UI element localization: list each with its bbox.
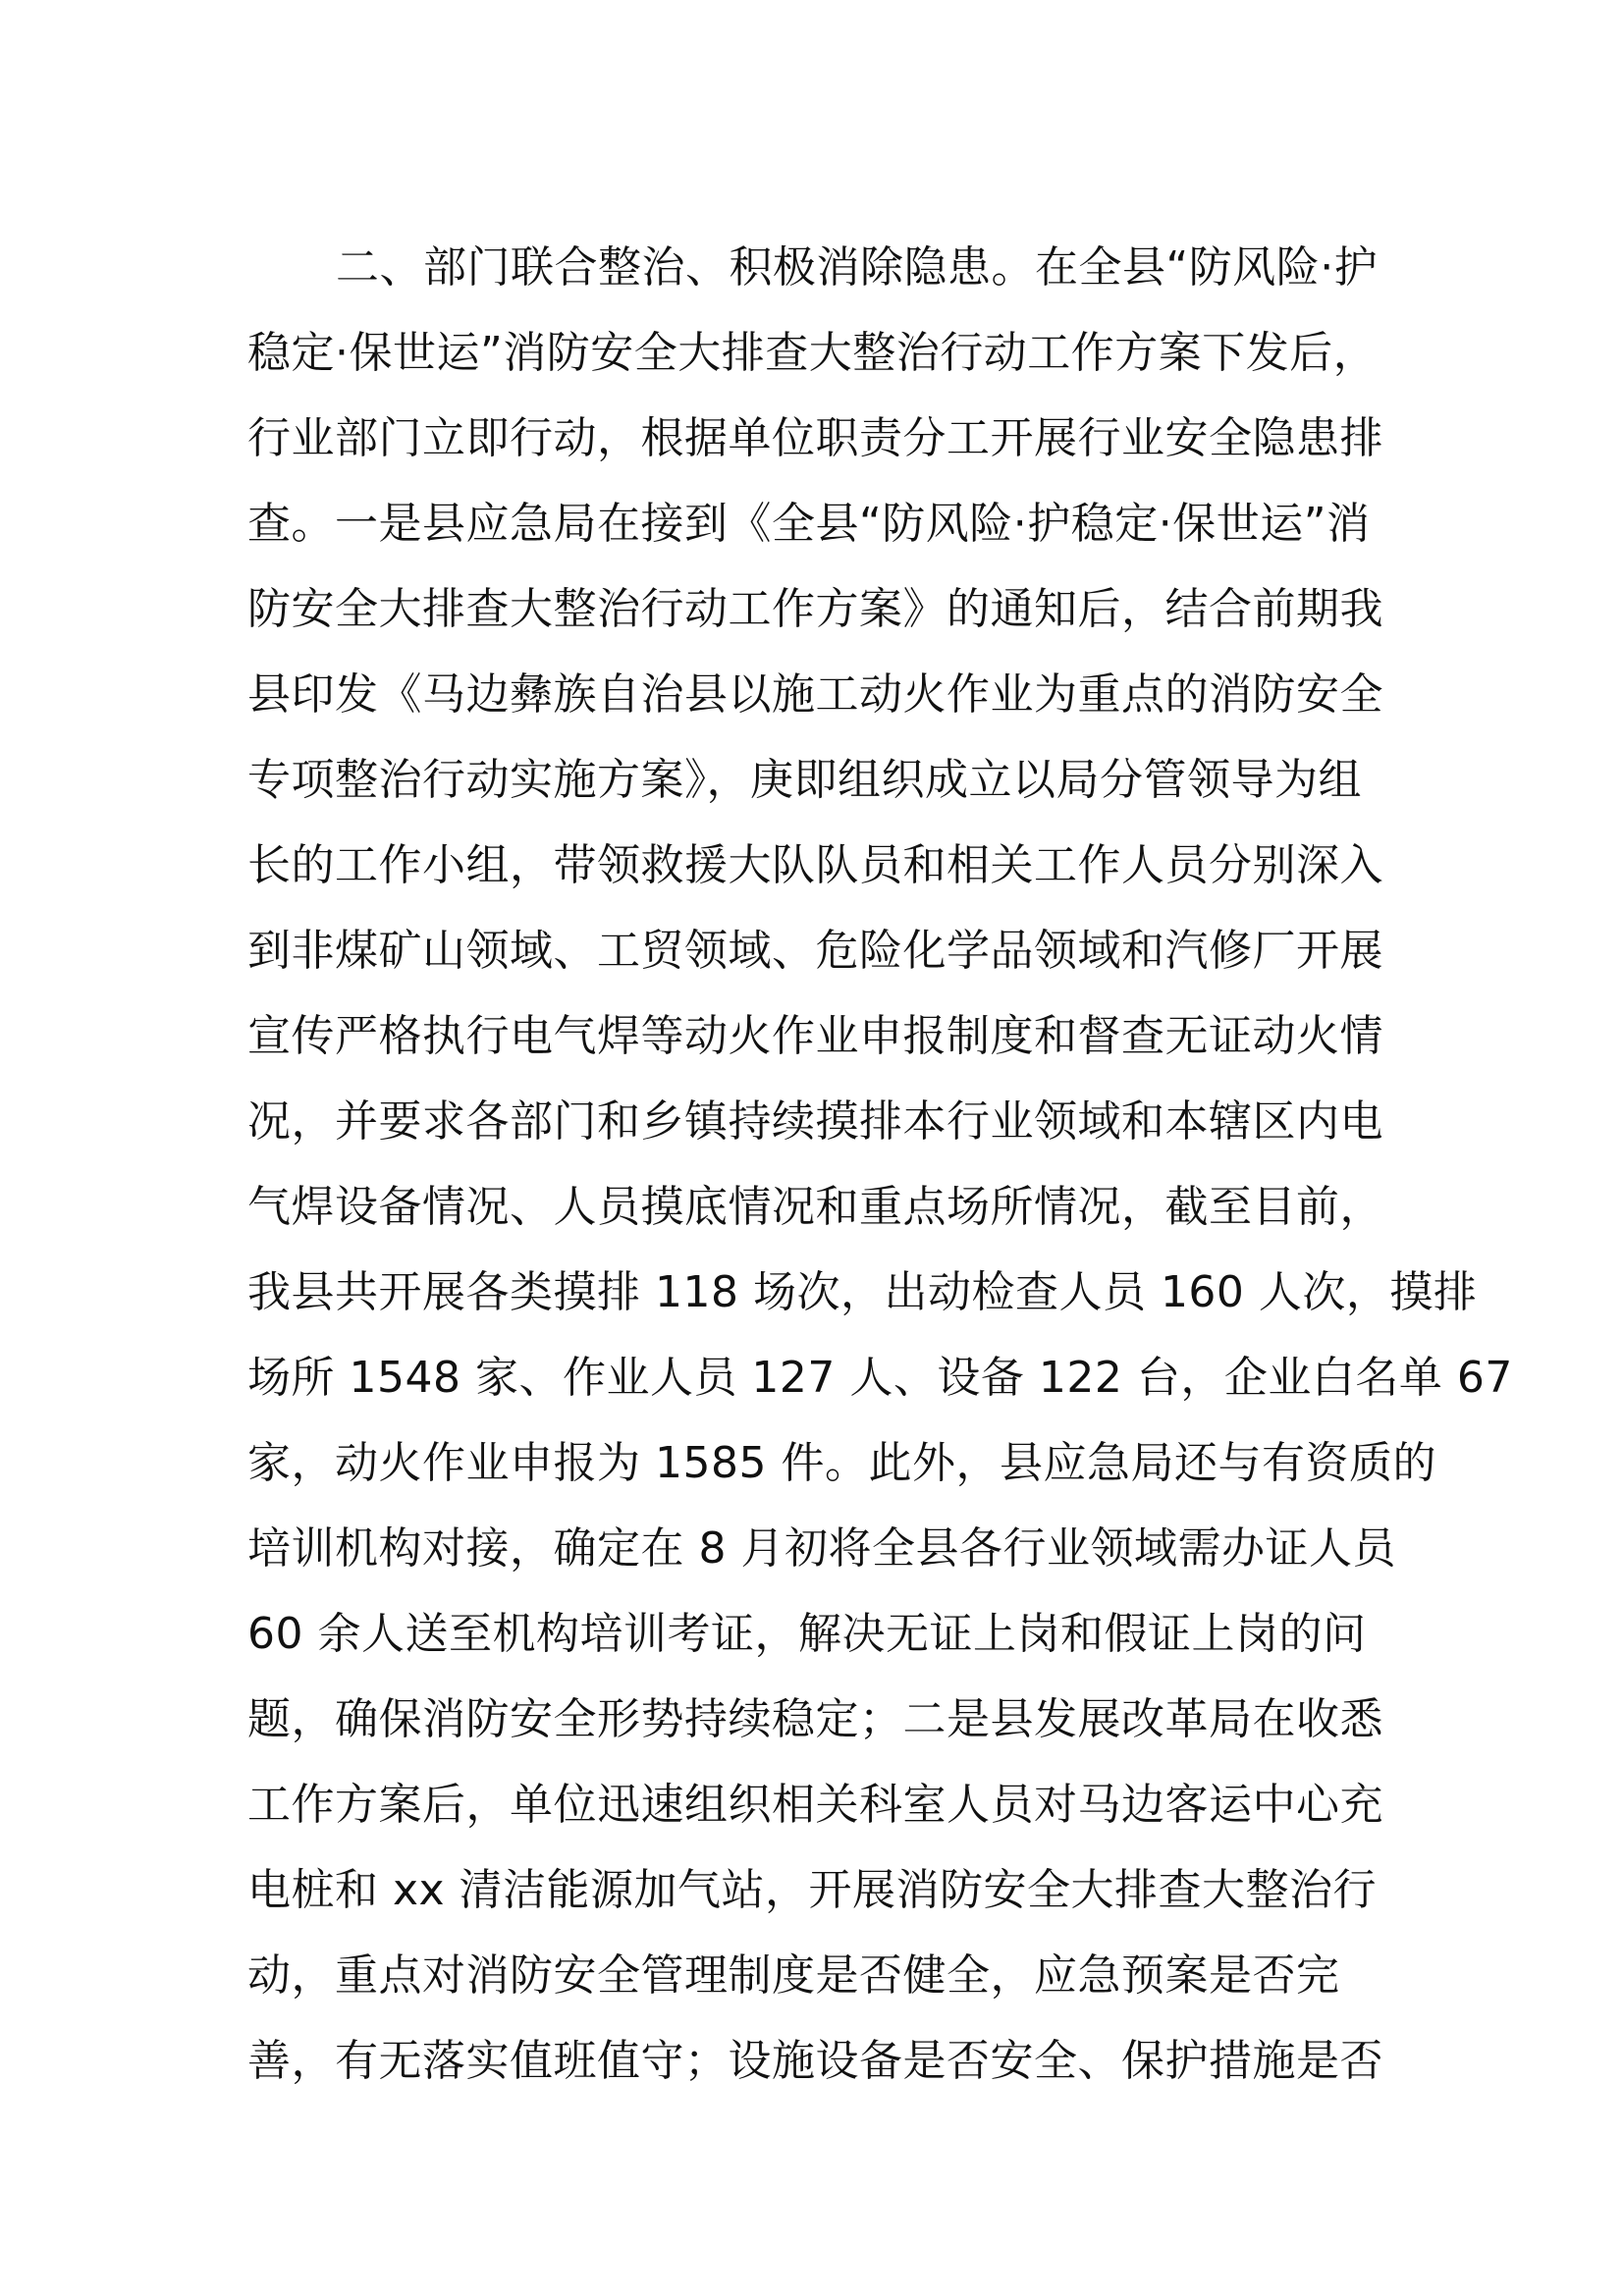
document-page [247, 225, 1513, 2104]
paragraph-line: 场所 1548 家、作业人员 127 人、设备 122 台，企业白名单 67 [247, 1353, 1513, 1403]
paragraph-line: 电桩和 xx 清洁能源加气站，开展消防安全大排查大整治行 [247, 1865, 1378, 1915]
paragraph-line: 动，重点对消防安全管理制度是否健全，应急预案是否完 [247, 1950, 1340, 2001]
paragraph-line: 况，并要求各部门和乡镇持续摸排本行业领域和本辖区内电 [247, 1096, 1383, 1147]
paragraph-line: 二、部门联合整治、积极消除隐患。在全县“防风险·护 [336, 242, 1379, 293]
paragraph-line: 60 余人送至机构培训考证，解决无证上岗和假证上岗的问 [247, 1609, 1367, 1659]
paragraph-line: 专项整治行动实施方案》，庚即组织成立以局分管领导为组 [247, 755, 1362, 805]
paragraph-line: 到非煤矿山领域、工贸领域、危险化学品领域和汽修厂开展 [247, 926, 1383, 976]
paragraph-line: 查。一是县应急局在接到《全县“防风险·护稳定·保世运”消 [247, 499, 1371, 549]
paragraph-line: 我县共开展各类摸排 118 场次，出动检查人员 160 人次，摸排 [247, 1267, 1478, 1317]
paragraph-line: 宣传严格执行电气焊等动火作业申报制度和督查无证动火情 [247, 1011, 1383, 1061]
paragraph-line: 行业部门立即行动，根据单位职责分工开展行业安全隐患排 [247, 413, 1383, 463]
paragraph-line: 县印发《马边彝族自治县以施工动火作业为重点的消防安全 [247, 669, 1383, 720]
paragraph-line: 善，有无落实值班值守；设施设备是否安全、保护措施是否 [247, 2036, 1383, 2086]
paragraph-line: 工作方案后，单位迅速组织相关科室人员对马边客运中心充 [247, 1780, 1383, 1830]
paragraph-line: 题，确保消防安全形势持续稳定；二是县发展改革局在收悉 [247, 1694, 1383, 1744]
paragraph-line: 稳定·保世运”消防安全大排查大整治行动工作方案下发后， [247, 328, 1378, 378]
paragraph-line: 气焊设备情况、人员摸底情况和重点场所情况，截至目前， [247, 1182, 1383, 1232]
paragraph-line: 家，动火作业申报为 1585 件。此外，县应急局还与有资质的 [247, 1438, 1436, 1488]
paragraph-line: 防安全大排查大整治行动工作方案》的通知后，结合前期我 [247, 584, 1383, 634]
paragraph-line: 长的工作小组，带领救援大队队员和相关工作人员分别深入 [247, 840, 1383, 890]
paragraph-line: 培训机构对接，确定在 8 月初将全县各行业领域需办证人员 [247, 1523, 1396, 1574]
